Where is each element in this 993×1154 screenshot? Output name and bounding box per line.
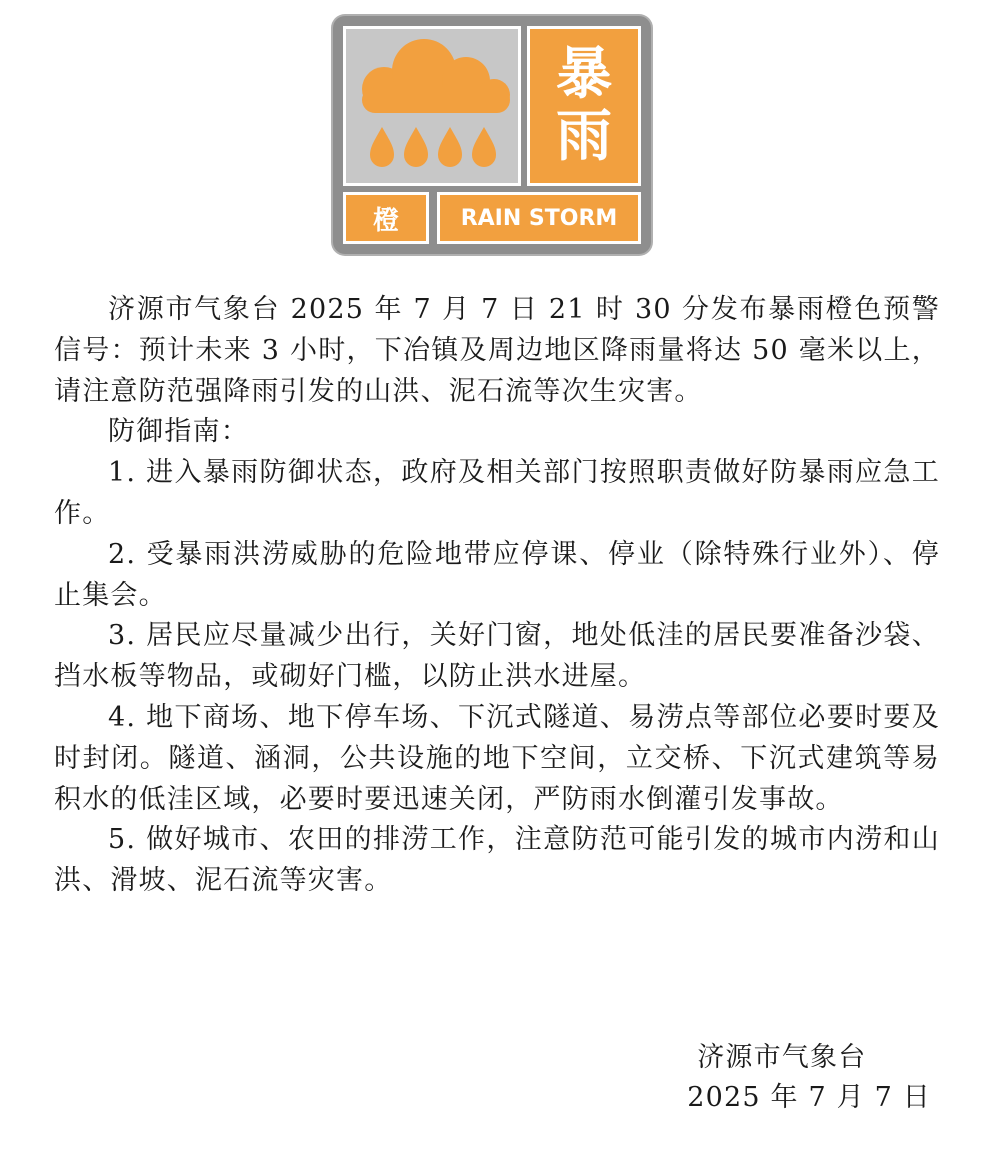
bulletin-intro: 济源市气象台 2025 年 7 月 7 日 21 时 30 分发布暴雨橙色预警信号：预计未来 3 小时，下冶镇及周边地区降雨量将达 50 毫米以上，请注意防范强降雨引发的山洪、泥石流等次生灾害。: [54, 294, 940, 407]
signature-date: 2025 年 7 月 7 日: [687, 1082, 931, 1113]
signal-name-char-1: 暴: [556, 42, 612, 107]
signature-organization: 济源市气象台: [697, 1042, 867, 1073]
guide-item-1: 1. 进入暴雨防御状态，政府及相关部门按照职责做好防暴雨应急工作。: [54, 457, 940, 529]
rainstorm-warning-signal: [333, 16, 651, 254]
signal-english-label: RAIN STORM: [437, 192, 641, 244]
guide-item-4: 4. 地下商场、地下停车场、下沉式隧道、易涝点等部位必要时要及时封闭。隧道、涵洞，公共设施的地下空间，立交桥、下沉式建筑等易积水的低洼区域，必要时要迅速关闭，严防雨水倒灌引发事故。: [54, 701, 940, 815]
signal-name-panel: [527, 26, 641, 186]
guide-item-3: 3. 居民应尽量减少出行，关好门窗，地处低洼的居民要准备沙袋、挡水板等物品，或砌好门槛，以防止洪水进屋。: [54, 620, 940, 693]
signal-name-char-2: 雨: [556, 104, 612, 169]
guide-item-2: 2. 受暴雨洪涝威胁的危险地带应停课、停业（除特殊行业外）、停止集会。: [54, 538, 940, 611]
signature-block: [687, 1038, 931, 1118]
rain-cloud-panel: [343, 26, 521, 186]
warning-bulletin: [54, 290, 940, 902]
signal-level-glyph: 橙: [343, 192, 429, 244]
guide-item-5: 5. 做好城市、农田的排涝工作，注意防范可能引发的城市内涝和山洪、滑坡、泥石流等灾害。: [54, 824, 940, 897]
rain-cloud-icon: [346, 29, 518, 183]
guide-heading: 防御指南：: [108, 416, 249, 448]
